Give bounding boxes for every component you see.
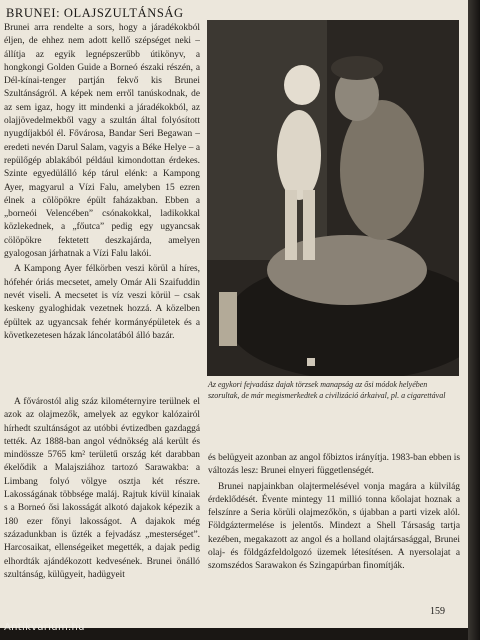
right-column-bottom (208, 452, 460, 576)
paragraph: A Kampong Ayer félkörben veszi körül a híres, hófehér óriás mecsetet, amely Omár Ali Szaifuddin nevét viseli. A mecsetet is víz veszi körül – csak keskeny gyaloghidak vezetnek hozzá. A közelben épültek az ugyancsak fehér kormányépületek és a következetesen házak láncolatából álló bazár. (4, 264, 200, 341)
page-edge-shadow (468, 0, 480, 640)
paragraph: Brunei arra rendelte a sors, hogy a járadékokból éljen, de ehhez nem adott kellő szépséget neki – állítja az egyik legnépszerűbb útikönyv, a hongkongi Golden Guide a Borneó északi részén, a Dél-kínai-tenger partján fekvő kis Brunei Szultánságról. A képek nem erről tanúskodnak, de az sem igaz, hogy itt mindenki a járadékokból, az olajjövedelmekből vagy a szultán által folyósított nyugdíjakból él. Fővárosa, Bandar Seri Begawan – eredeti nevén Darul Salam, vagyis a Béke Helye – a repülőgép ablakából például kimondottan érdekes. Szinte egyedülálló kép tárul elénk: a Kampong Ayer, magyarul a Vízi Falu, amelyben 15 ezren élnek a cölöpökre épült faházakban. Ebben a „borneói Velencében” csónakokkal, ladikokkal közlekednek, a „főutca” pedig egy ugyancsak cölöpökre fektetett deszkajárda, amelyen gyalogosan járhatnak a Vízi Falu lakói. (4, 23, 200, 260)
page-header: BRUNEI: OLAJSZULTÁNSÁG (6, 6, 184, 20)
paragraph: A fővárostól alig száz kilométernyire terülnek el azok az olajmezők, amelyek az egykor kalózairól hírhedt szultánságot az utóbbi évtizedben gazdaggá tették. Az 1888-ban angol védnökség alá került és mindössze 5765 km² területű ország két darabban ékelődik a Malajsziához tartozó Sarawakba: a Limbang folyó völgye osztja két részre. Lakosságának többsége maláj. Rajtuk kívül kínaiak s a Borneó ősi lakosságát alkotó dajakok képezik a 180 ezer főnyi lakosságot. A dajakok még századunkban is űzték a fejvadász „mesterséget”. Harcosaikat, ellenségeiket megették, a dajak pedig elhordták ajándékozott kedvesének. Brunei önálló szultánság, külügyeit, hadügyeit (4, 397, 200, 580)
page-number: 159 (430, 606, 445, 617)
paragraph: Brunei napjainkban olajtermelésével vonja magára a külvilág érdeklődését. Évente mintegy 11 millió tonna kőolajat hoznak a felszínre a Seria körüli olajmezőkön, s újabban a parti vizek alól. Földgáztermelése is jelentős. Mindezt a Shell Társaság tartja kezében, megakazott az angol és a holland olajtársasággal, Brunei olaj- és földgázfeldolgozó üzemek létesítésen. A nyersolajat a szomszédos Sarawakon és Szingapúrban finomítják. (208, 481, 460, 572)
left-column-top (4, 22, 200, 345)
photo-dayak-man-and-child (207, 20, 459, 376)
photo-illustration (207, 20, 459, 376)
paragraph: és belügyeit azonban az angol főbiztos irányítja. 1983-ban ebben is változás lesz: Brunei elnyeri függetlenségét. (208, 453, 461, 477)
photo-caption: Az egykori fejvadász dajak törzsek manapság az ősi módok helyében szorultak, de már megismerkedtek a civilizáció árkaival, pl. a cigarettával (208, 380, 446, 400)
watermark: Antikvarium.hu (4, 622, 85, 633)
left-column-bottom (4, 396, 200, 584)
